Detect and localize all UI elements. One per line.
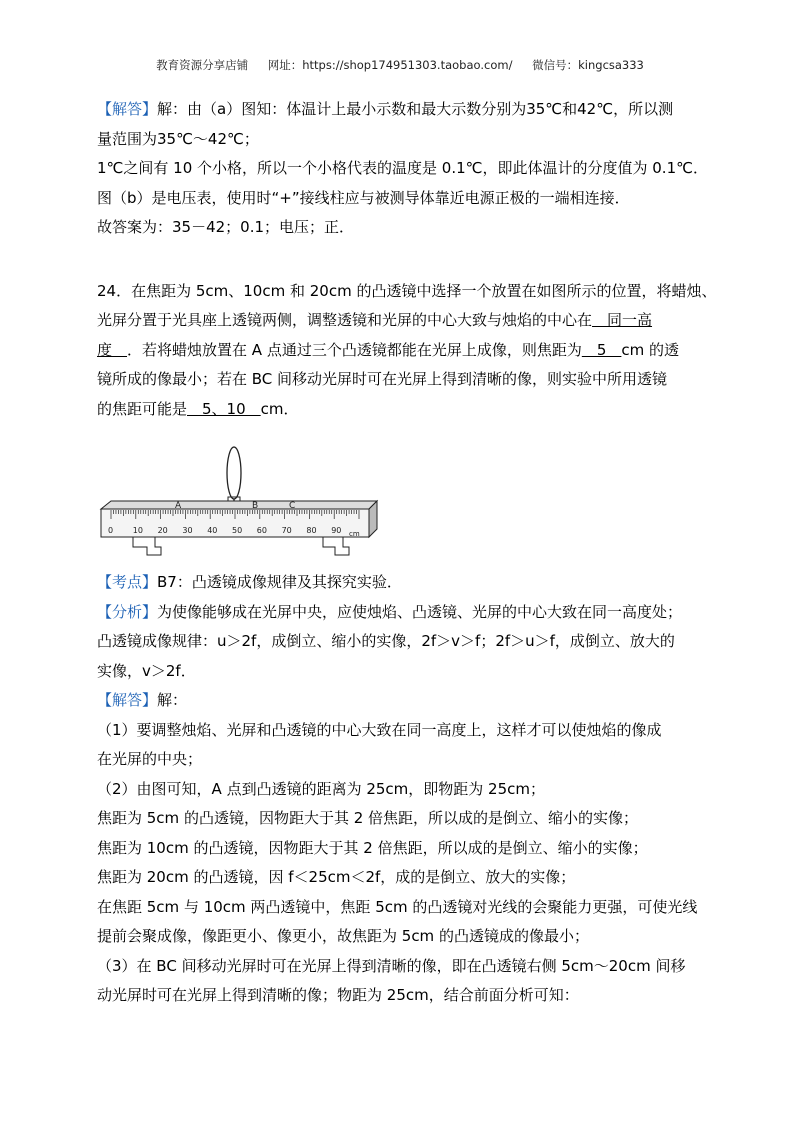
lens-icon [227,447,241,499]
answer1-line4: 图（b）是电压表，使用时“+”接线柱应与被测导体靠近电源正极的一端相连接． [97,188,630,207]
answer-blank: 5、10 [187,399,261,418]
fenxi-line3: 实像，v＞2f． [97,661,196,680]
answer-blank: 度 [97,340,128,359]
answer1-line2: 量范围为35℃～42℃； [97,129,259,148]
answer2-line4: 焦距为 5cm 的凸透镜，因物距大于其 2 倍焦距，所以成的是倒立、缩小的实像； [97,809,639,827]
ruler-tick-label: 20 [157,526,168,535]
answer-blank: 5 [581,340,622,359]
ruler-tick-label: 10 [132,526,143,535]
analysis-section [97,568,717,1011]
q24-line5: 的焦距可能是 5、10 cm． [97,399,299,418]
ruler-tick-label: 70 [281,526,292,535]
answer2-line6: 焦距为 20cm 的凸透镜，因 f＜25cm＜2f，成的是倒立、放大的实像； [97,868,576,886]
answer2-line10: 动光屏时可在光屏上得到清晰的像；物距为 25cm，结合前面分析可知： [97,986,579,1004]
answer2-line5: 焦距为 10cm 的凸透镜，因物距大于其 2 倍焦距，所以成的是倒立、缩小的实像； [97,838,648,857]
fenxi-line1: 【分析】为使像能够成在光屏中央，应使烛焰、凸透镜、光屏的中心大致在同一高度处； [97,602,683,621]
answer2-line7: 在焦距 5cm 与 10cm 两凸透镜中，焦距 5cm 的凸透镜对光线的会聚能力更强，可使光线 [97,897,698,916]
answer1-line1: 【解答】解：由（a）图知：体温计上最小示数和最大示数分别为35℃和42℃，所以测 [97,100,674,118]
answer1-line5: 故答案为：35－42；0.1；电压；正． [97,218,355,236]
ruler-tick-label: 30 [182,526,193,535]
unit-label: cm [349,530,360,538]
ruler-tick-label: 80 [306,526,317,535]
shop-name: 教育资源分享店铺 [156,58,249,72]
ruler-tick-label: 40 [207,526,218,535]
optical-bench-figure [97,443,382,563]
q24-line2: 光屏分置于光具座上透镜两侧，调整透镜和光屏的中心大致与烛焰的中心在 同一高 [97,311,653,329]
answer-blank: 同一高 [592,311,653,329]
ruler-tick-label: 50 [232,526,243,535]
answer2-line1: （1）要调整烛焰、光屏和凸透镜的中心大致在同一高度上，这样才可以使烛焰的像成 [97,720,662,739]
answer2-head: 【解答】解： [97,691,188,709]
answer2-line2: 在光屏的中央； [97,750,203,768]
point-a-label: A [175,501,182,511]
document-body [97,95,717,424]
ruler-tick-label: 0 [108,526,114,535]
answer-tag: 【解答】 [97,100,158,118]
answer2-line9: （3）在 BC 间移动光屏时可在光屏上得到清晰的像，即在凸透镜右侧 5cm～20cm 间移 [97,956,686,975]
point-b-label: B [252,501,259,511]
point-c-label: C [289,501,296,511]
q24-line1: 24．在焦距为 5cm、10cm 和 20cm 的凸透镜中选择一个放置在如图所示的位置，将蜡烛、 [97,281,717,300]
answer2-line8: 提前会聚成像，像距更小、像更小，故焦距为 5cm 的凸透镜成的像最小； [97,927,589,945]
answer1-line3: 1℃之间有 10 个小格，所以一个小格代表的温度是 0.1℃，即此体温计的分度值为 0.1℃． [97,159,708,177]
q24-line3: 度 ．若将蜡烛放置在 A 点通过三个凸透镜都能在光屏上成像，则焦距为 5 cm 的透 [97,340,680,359]
ruler-tick-label: 60 [256,526,267,535]
answer2-line3: （2）由图可知，A 点到凸透镜的距离为 25cm，即物距为 25cm； [97,779,546,798]
answer-tag: 【解答】 [97,691,158,709]
fenxi-line2: 凸透镜成像规律：u＞2f，成倒立、缩小的实像，2f＞v＞f；2f＞u＞f，成倒立、放大的 [97,632,675,650]
q24-line4: 镜所成的像最小；若在 BC 间移动光屏时可在光屏上得到清晰的像，则实验中所用透镜 [97,370,668,388]
kaodian-line: 【考点】B7：凸透镜成像规律及其探究实验． [97,573,402,591]
ruler-tick-label: 90 [331,526,342,535]
wechat-id: 微信号：kingcsa333 [532,58,644,72]
shop-url: 网址：https://shop174951303.taobao.com/ [267,58,513,72]
kaodian-tag: 【考点】 [97,573,158,591]
fenxi-tag: 【分析】 [97,602,158,621]
page-header [0,57,800,73]
